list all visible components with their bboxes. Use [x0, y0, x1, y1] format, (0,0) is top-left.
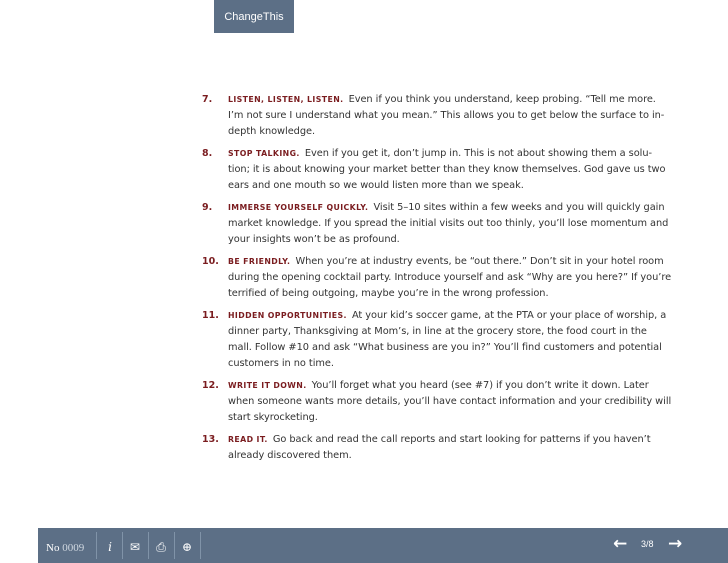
list-item: [202, 146, 672, 194]
list-item: [202, 308, 672, 372]
item-text: Visit 5–10 sites within a few weeks and you will quickly gain market knowledge. If you spread the initial visits out too thinly, you’ll lose momentum and your insights won’t be as profound.: [228, 202, 669, 245]
item-number: 10.: [202, 256, 219, 267]
list-item: [202, 378, 672, 426]
item-lead: LISTEN, LISTEN, LISTEN.: [228, 95, 344, 104]
item-lead: READ IT.: [228, 435, 268, 444]
item-number: 11.: [202, 310, 219, 321]
item-number: 12.: [202, 380, 219, 391]
brand-logo: [214, 0, 294, 33]
divider: [148, 532, 149, 559]
info-icon[interactable]: i: [108, 540, 112, 554]
footer-toolbar: [38, 528, 728, 563]
item-number: 13.: [202, 434, 219, 445]
item-lead: HIDDEN OPPORTUNITIES.: [228, 311, 347, 320]
item-number: 9.: [202, 202, 213, 213]
divider: [200, 532, 201, 559]
item-lead: WRITE IT DOWN.: [228, 381, 307, 390]
item-number: 7.: [202, 94, 213, 105]
list-item: [202, 254, 672, 302]
item-text: Go back and read the call reports and start looking for patterns if you haven’t already discovered them.: [228, 434, 651, 461]
item-text: Even if you get it, don’t jump in. This is not about showing them a solu-tion; it is about knowing your market better than they know themselves. God gave us two ears and one mouth so we would listen more than we speak.: [228, 148, 666, 191]
item-text: At your kid’s soccer game, at the PTA or your place of worship, a dinner party, Thanksgiving at Mom’s, in line at the grocery store, the food court in the mall. Follow #10 and ask “What business are you in?” You’ll find customers and potential customers in no time.: [228, 310, 667, 369]
item-lead: BE FRIENDLY.: [228, 257, 291, 266]
next-arrow-icon[interactable]: →: [668, 534, 683, 554]
item-text: When you’re at industry events, be “out there.” Don’t sit in your hotel room during the opening cocktail party. Introduce yourself and ask “Why are you here?” If you’re terrified of being outgoing, maybe you’re in the wrong profession.: [228, 256, 672, 299]
tips-list: [202, 92, 672, 470]
item-lead: IMMERSE YOURSELF QUICKLY.: [228, 203, 369, 212]
divider: [122, 532, 123, 559]
item-lead: STOP TALKING.: [228, 149, 300, 158]
item-text: You’ll forget what you heard (see #7) if you don’t write it down. Later when someone wants more details, you’ll have contact information and your credibility will start skyrocketing.: [228, 380, 672, 423]
divider: [96, 532, 97, 559]
list-item: [202, 92, 672, 140]
list-item: [202, 200, 672, 248]
print-icon[interactable]: ⎙: [156, 539, 166, 554]
item-text: Even if you think you understand, keep probing. “Tell me more. I’m not sure I understand what you mean.” This allows you to get below the surface to in-depth knowledge.: [228, 94, 665, 137]
issue-number: No 0009: [46, 542, 85, 554]
divider: [174, 532, 175, 559]
item-number: 8.: [202, 148, 213, 159]
prev-arrow-icon[interactable]: ←: [613, 534, 628, 554]
list-item: [202, 432, 672, 464]
zoom-icon[interactable]: ⊕: [181, 540, 193, 554]
page-indicator: 3/8: [641, 539, 654, 549]
brand-name: ChangeThis: [224, 10, 284, 23]
email-icon[interactable]: ✉: [129, 540, 141, 554]
